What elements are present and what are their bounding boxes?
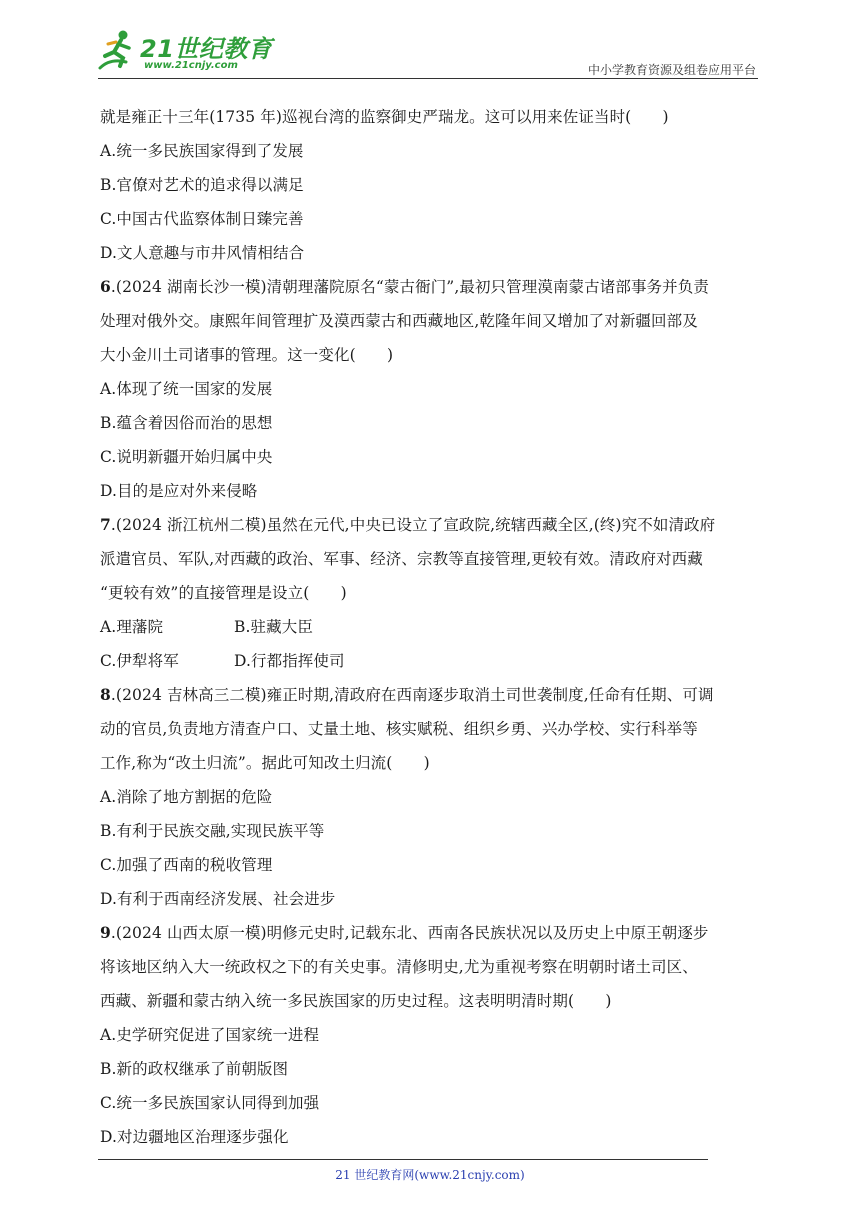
footer-divider — [98, 1159, 708, 1160]
question-8-stem-line-3: 工作,称为“改土归流”。据此可知改土归流( ) — [100, 754, 430, 772]
running-figure-icon — [96, 28, 142, 74]
logo-text: 21世纪教育 — [140, 35, 273, 63]
question-7-stem-line-2: 派遣官员、军队,对西藏的政治、军事、经济、宗教等直接管理,更较有效。清政府对西藏 — [100, 550, 703, 568]
page-header — [0, 0, 860, 80]
question-7-number: 7 — [100, 515, 111, 534]
option-7b: B.驻藏大臣 — [234, 618, 313, 636]
question-6-stem-line-3: 大小金川土司诸事的管理。这一变化( ) — [100, 346, 394, 364]
question-8-stem-line-1: 8.(2024 吉林高三二模)雍正时期,清政府在西南逐步取消土司世袭制度,任命有任期、可调 — [100, 685, 714, 704]
question-8-stem-line-2: 动的官员,负责地方清查户口、丈量土地、核实赋税、组织乡勇、兴办学校、实行科举等 — [100, 720, 698, 738]
option-9c: C.统一多民族国家认同得到加强 — [100, 1094, 320, 1112]
question-6-stem-line-1: 6.(2024 湖南长沙一模)清朝理藩院原名“蒙古衙门”,最初只管理漠南蒙古诸部事务并负责 — [100, 277, 709, 296]
site-logo[interactable] — [96, 28, 273, 78]
header-divider — [98, 78, 758, 79]
option-5d: D.文人意趣与市井风情相结合 — [100, 244, 305, 262]
question-8-number: 8 — [100, 685, 111, 704]
question-7-stem-line-3: “更较有效”的直接管理是设立( ) — [100, 584, 347, 602]
question-stem-line: 就是雍正十三年(1735 年)巡视台湾的监察御史严瑞龙。这可以用来佐证当时( ) — [100, 108, 669, 126]
option-7a: A.理藩院 — [100, 618, 164, 636]
option-5b: B.官僚对艺术的追求得以满足 — [100, 176, 304, 194]
option-9a: A.史学研究促进了国家统一进程 — [100, 1026, 320, 1044]
question-content — [100, 100, 760, 1154]
question-9-stem-line-2: 将该地区纳入大一统政权之下的有关史事。清修明史,尤为重视考察在明朝时诸土司区、 — [100, 958, 698, 976]
option-6b: B.蕴含着因俗而治的思想 — [100, 414, 273, 432]
option-8b: B.有利于民族交融,实现民族平等 — [100, 822, 325, 840]
logo-url: www.21cnjy.com — [144, 60, 238, 71]
option-8d: D.有利于西南经济发展、社会进步 — [100, 890, 336, 908]
question-7-stem-line-1: 7.(2024 浙江杭州二模)虽然在元代,中央已设立了宣政院,统辖西藏全区,(终)究不如清政府 — [100, 515, 716, 534]
question-6-number: 6 — [100, 277, 111, 296]
option-9d: D.对边疆地区治理逐步强化 — [100, 1128, 289, 1146]
option-7d: D.行都指挥使司 — [234, 652, 345, 670]
option-5c: C.中国古代监察体制日臻完善 — [100, 210, 304, 228]
footer-link[interactable]: 21 世纪教育网(www.21cnjy.com) — [335, 1168, 525, 1182]
option-7c: C.伊犁将军 — [100, 652, 179, 670]
option-8c: C.加强了西南的税收管理 — [100, 856, 273, 874]
option-8a: A.消除了地方割据的危险 — [100, 788, 273, 806]
option-5a: A.统一多民族国家得到了发展 — [100, 142, 304, 160]
option-6c: C.说明新疆开始归属中央 — [100, 448, 273, 466]
question-9-number: 9 — [100, 923, 111, 942]
option-6d: D.目的是应对外来侵略 — [100, 482, 258, 500]
question-6-stem-line-2: 处理对俄外交。康熙年间管理扩及漠西蒙古和西藏地区,乾隆年间又增加了对新疆回部及 — [100, 312, 698, 330]
option-6a: A.体现了统一国家的发展 — [100, 380, 273, 398]
option-row-7cd — [100, 644, 760, 678]
question-9-stem-line-3: 西藏、新疆和蒙古纳入统一多民族国家的历史过程。这表明明清时期( ) — [100, 992, 612, 1010]
option-9b: B.新的政权继承了前朝版图 — [100, 1060, 289, 1078]
question-9-stem-line-1: 9.(2024 山西太原一模)明修元史时,记载东北、西南各民族状况以及历史上中原王朝逐步 — [100, 923, 709, 942]
header-tagline: 中小学教育资源及组卷应用平台 — [587, 63, 756, 77]
option-row-7ab — [100, 610, 760, 644]
